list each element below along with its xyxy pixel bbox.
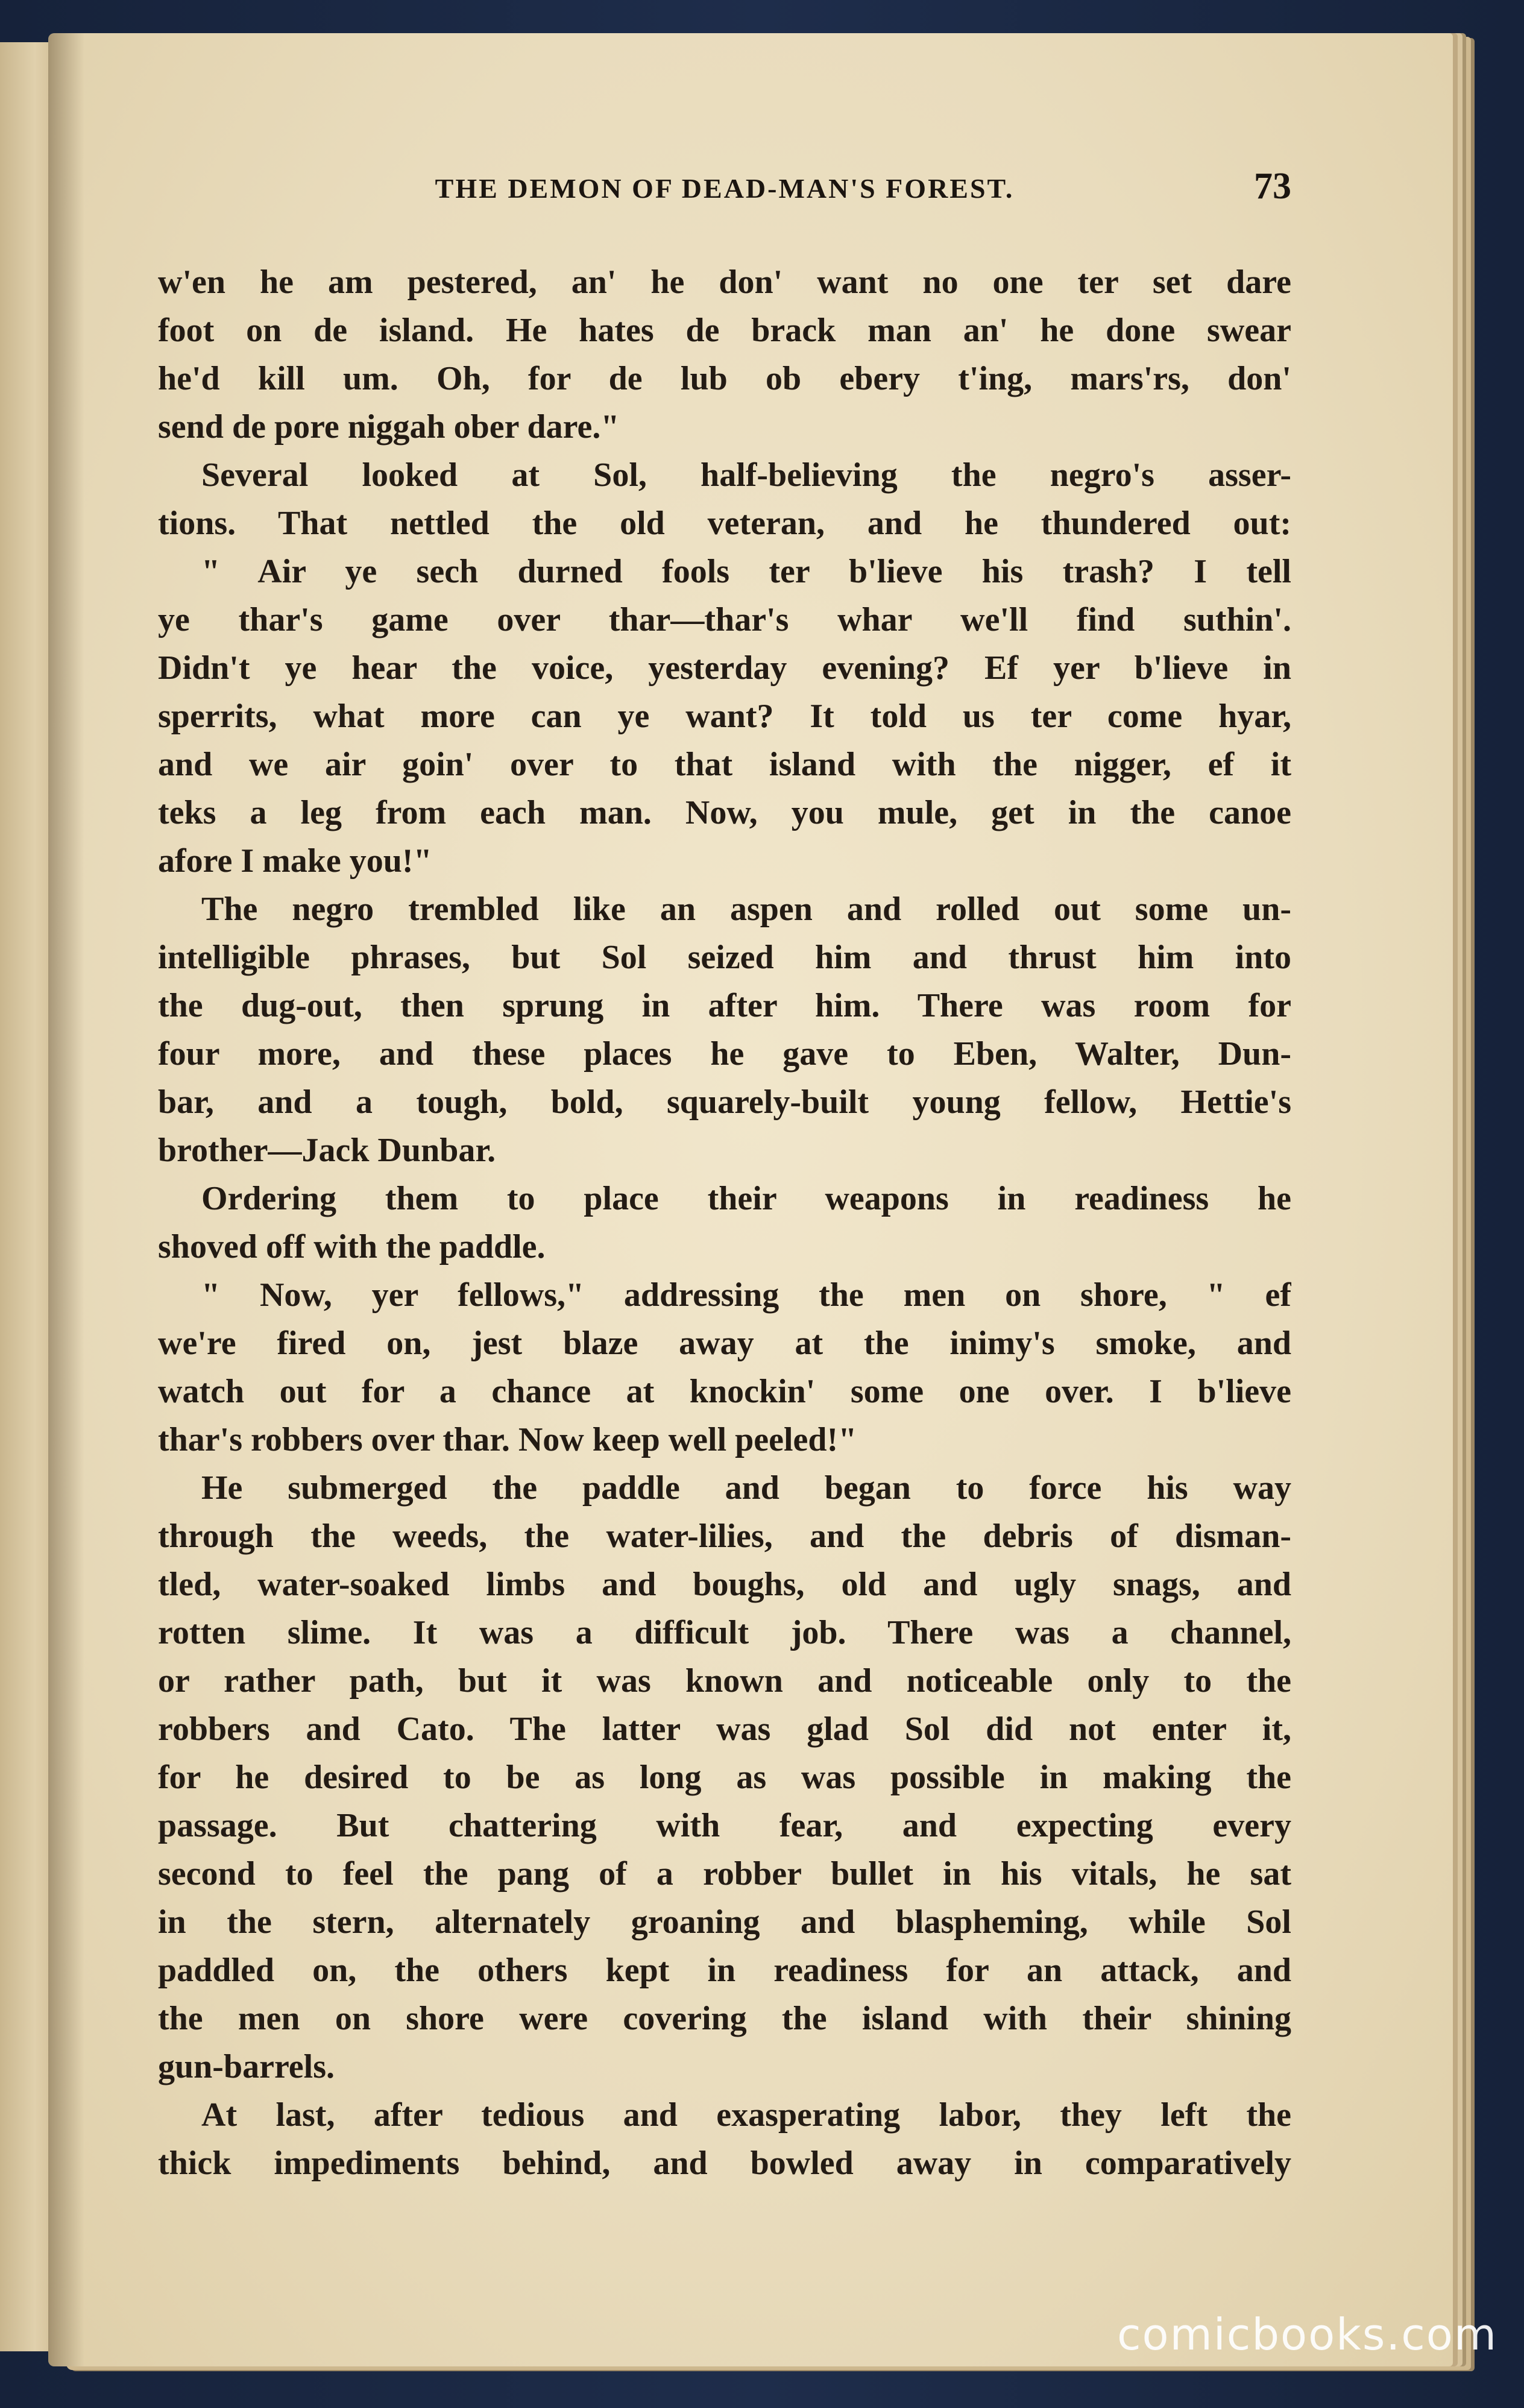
text-line: and we air goin' over to that island with the nigger, ef it	[158, 746, 1291, 783]
text-line: robbers and Cato. The latter was glad Sol did not enter it,	[158, 1710, 1291, 1748]
site-watermark: comicbooks.com	[1116, 2309, 1497, 2360]
text-line: At last, after tedious and exasperating labor, they left the	[201, 2096, 1291, 2134]
text-line: through the weeds, the water-lilies, and the debris of disman-	[158, 1518, 1291, 1555]
text-line: he'd kill um. Oh, for de lub ob ebery t'ing, mars'rs, don'	[158, 360, 1291, 397]
text-line: send de pore niggah ober dare."	[158, 408, 620, 446]
text-line: passage. But chattering with fear, and expecting every	[158, 1807, 1291, 1844]
text-line: Several looked at Sol, half-believing the negro's asser-	[201, 456, 1291, 494]
text-line: the men on shore were covering the island with their shining	[158, 2000, 1291, 2037]
text-line: shoved off with the paddle.	[158, 1228, 546, 1265]
text-line: thick impediments behind, and bowled away in comparatively	[158, 2145, 1291, 2182]
text-line: Ordering them to place their weapons in readiness he	[201, 1180, 1291, 1217]
text-line: foot on de island. He hates de brack man an' he done swear	[158, 312, 1291, 349]
text-line: afore I make you!"	[158, 842, 432, 880]
text-line: in the stern, alternately groaning and blaspheming, while Sol	[158, 1903, 1291, 1941]
text-line: we're fired on, jest blaze away at the inimy's smoke, and	[158, 1325, 1291, 1362]
text-line: second to feel the pang of a robber bullet in his vitals, he sat	[158, 1855, 1291, 1893]
text-line: or rather path, but it was known and noticeable only to the	[158, 1662, 1291, 1700]
text-line: brother—Jack Dunbar.	[158, 1132, 496, 1169]
text-line: He submerged the paddle and began to force his way	[201, 1469, 1291, 1507]
spine-shadow	[48, 33, 84, 2366]
text-line: ye thar's game over thar—thar's whar we'll find suthin'.	[158, 601, 1291, 638]
text-line: w'en he am pestered, an' he don' want no one ter set dare	[158, 263, 1291, 301]
text-line: four more, and these places he gave to Eben, Walter, Dun-	[158, 1035, 1291, 1073]
text-line: rotten slime. It was a difficult job. There was a channel,	[158, 1614, 1291, 1651]
text-line: bar, and a tough, bold, squarely-built young fellow, Hettie's	[158, 1083, 1291, 1121]
text-line: sperrits, what more can ye want? It told us ter come hyar,	[158, 698, 1291, 735]
text-line: tled, water-soaked limbs and boughs, old and ugly snags, and	[158, 1566, 1291, 1603]
text-line: Didn't ye hear the voice, yesterday evening? Ef yer b'lieve in	[158, 649, 1291, 687]
text-line: for he desired to be as long as was possible in making the	[158, 1759, 1291, 1796]
text-line: gun-barrels.	[158, 2048, 335, 2085]
text-line: paddled on, the others kept in readiness for an attack, and	[158, 1952, 1291, 1989]
text-line: tions. That nettled the old veteran, and he thundered out:	[158, 505, 1291, 542]
text-line: teks a leg from each man. Now, you mule, get in the canoe	[158, 794, 1291, 831]
text-line: " Now, yer fellows," addressing the men on shore, " ef	[201, 1276, 1291, 1314]
text-line: The negro trembled like an aspen and rolled out some un-	[201, 890, 1291, 928]
text-line: the dug-out, then sprung in after him. There was room for	[158, 987, 1291, 1024]
running-title: THE DEMON OF DEAD-MAN'S FOREST.	[435, 173, 1015, 204]
page-header	[158, 164, 1291, 218]
text-line: watch out for a chance at knockin' some one over. I b'lieve	[158, 1373, 1291, 1410]
text-line: " Air ye sech durned fools ter b'lieve his trash? I tell	[201, 553, 1291, 590]
page-number: 73	[1254, 166, 1291, 207]
text-line: intelligible phrases, but Sol seized him and thrust him into	[158, 939, 1291, 976]
body-text	[158, 258, 1291, 2187]
text-line: thar's robbers over thar. Now keep well peeled!"	[158, 1421, 857, 1458]
